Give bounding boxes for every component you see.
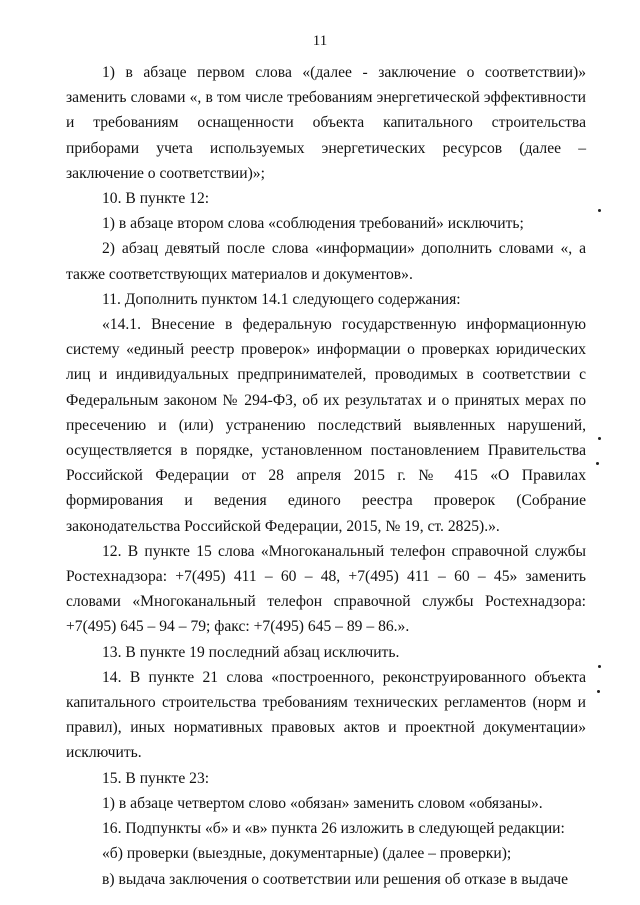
page-number: 11 [312, 33, 328, 49]
paragraph: «б) проверки (выездные, документарные) (далее – проверки); [102, 845, 512, 863]
paragraph: 1) в абзаце втором слова «соблюдения требований» исключить; [102, 215, 524, 233]
paragraph: в) выдача заключения о соответствии или решения об отказе в выдаче [102, 870, 569, 888]
document-body [66, 60, 586, 892]
scan-speck [598, 437, 601, 440]
paragraph: 12. В пункте 15 слова «Многоканальный телефон справочной службы Ростехнадзора: +7(495) 411 – 60 – 48, +7(495) 411 – 60 – 45» заменить словами «Многоканальный телефон справочной службы Ростехнадзора: +7(495) 645 – 94 – 79; факс: +7(495) 645 – 89 – 86.». [66, 542, 586, 636]
scan-speck [598, 209, 601, 212]
scan-speck [596, 462, 599, 465]
paragraph: 15. В пункте 23: [102, 769, 210, 787]
scan-speck [598, 665, 601, 668]
paragraph: 1) в абзаце четвертом слово «обязан» заменить словом «обязаны». [102, 794, 543, 812]
paragraph: 10. В пункте 12: [102, 190, 210, 208]
paragraph: 11. Дополнить пунктом 14.1 следующего содержания: [102, 290, 461, 308]
paragraph: 2) абзац девятый после слова «информации» дополнить словами «, а также соответствующих материалов и документов». [66, 240, 586, 283]
paragraph: 1) в абзаце первом слова «(далее - заключение о соответствии)» заменить словами «, в том числе требованиям энергетической эффективности и требованиям оснащенности объекта капитального строительства приборами учета используемых энергетических ресурсов (далее – заключение о соответствии)»; [66, 64, 586, 182]
paragraph: 16. Подпункты «б» и «в» пункта 26 изложить в следующей редакции: [102, 820, 565, 838]
scan-speck [597, 690, 600, 693]
paragraph: 14. В пункте 21 слова «построенного, реконструированного объекта капитального строительства требованиям технических регламентов (норм и правил), иных нормативных правовых актов и проектной документации» исключить. [66, 668, 586, 762]
paragraph: 13. В пункте 19 последний абзац исключить. [102, 643, 400, 661]
paragraph: «14.1. Внесение в федеральную государственную информационную систему «единый реестр проверок» информации о проверках юридических лиц и индивидуальных предпринимателей, проводимых в соответствии с Федеральным законом № 294-ФЗ, об их результатах и о принятых мерах по пресечению и (или) устранению последствий выявленных нарушений, осуществляется в порядке, установленном постановлением Правительства Российской Федерации от 28 апреля 2015 г. № 415 «О Правилах формирования и ведения единого реестра проверок (Собрание законодательства Российской Федерации, 2015, № 19, ст. 2825).». [66, 316, 586, 535]
